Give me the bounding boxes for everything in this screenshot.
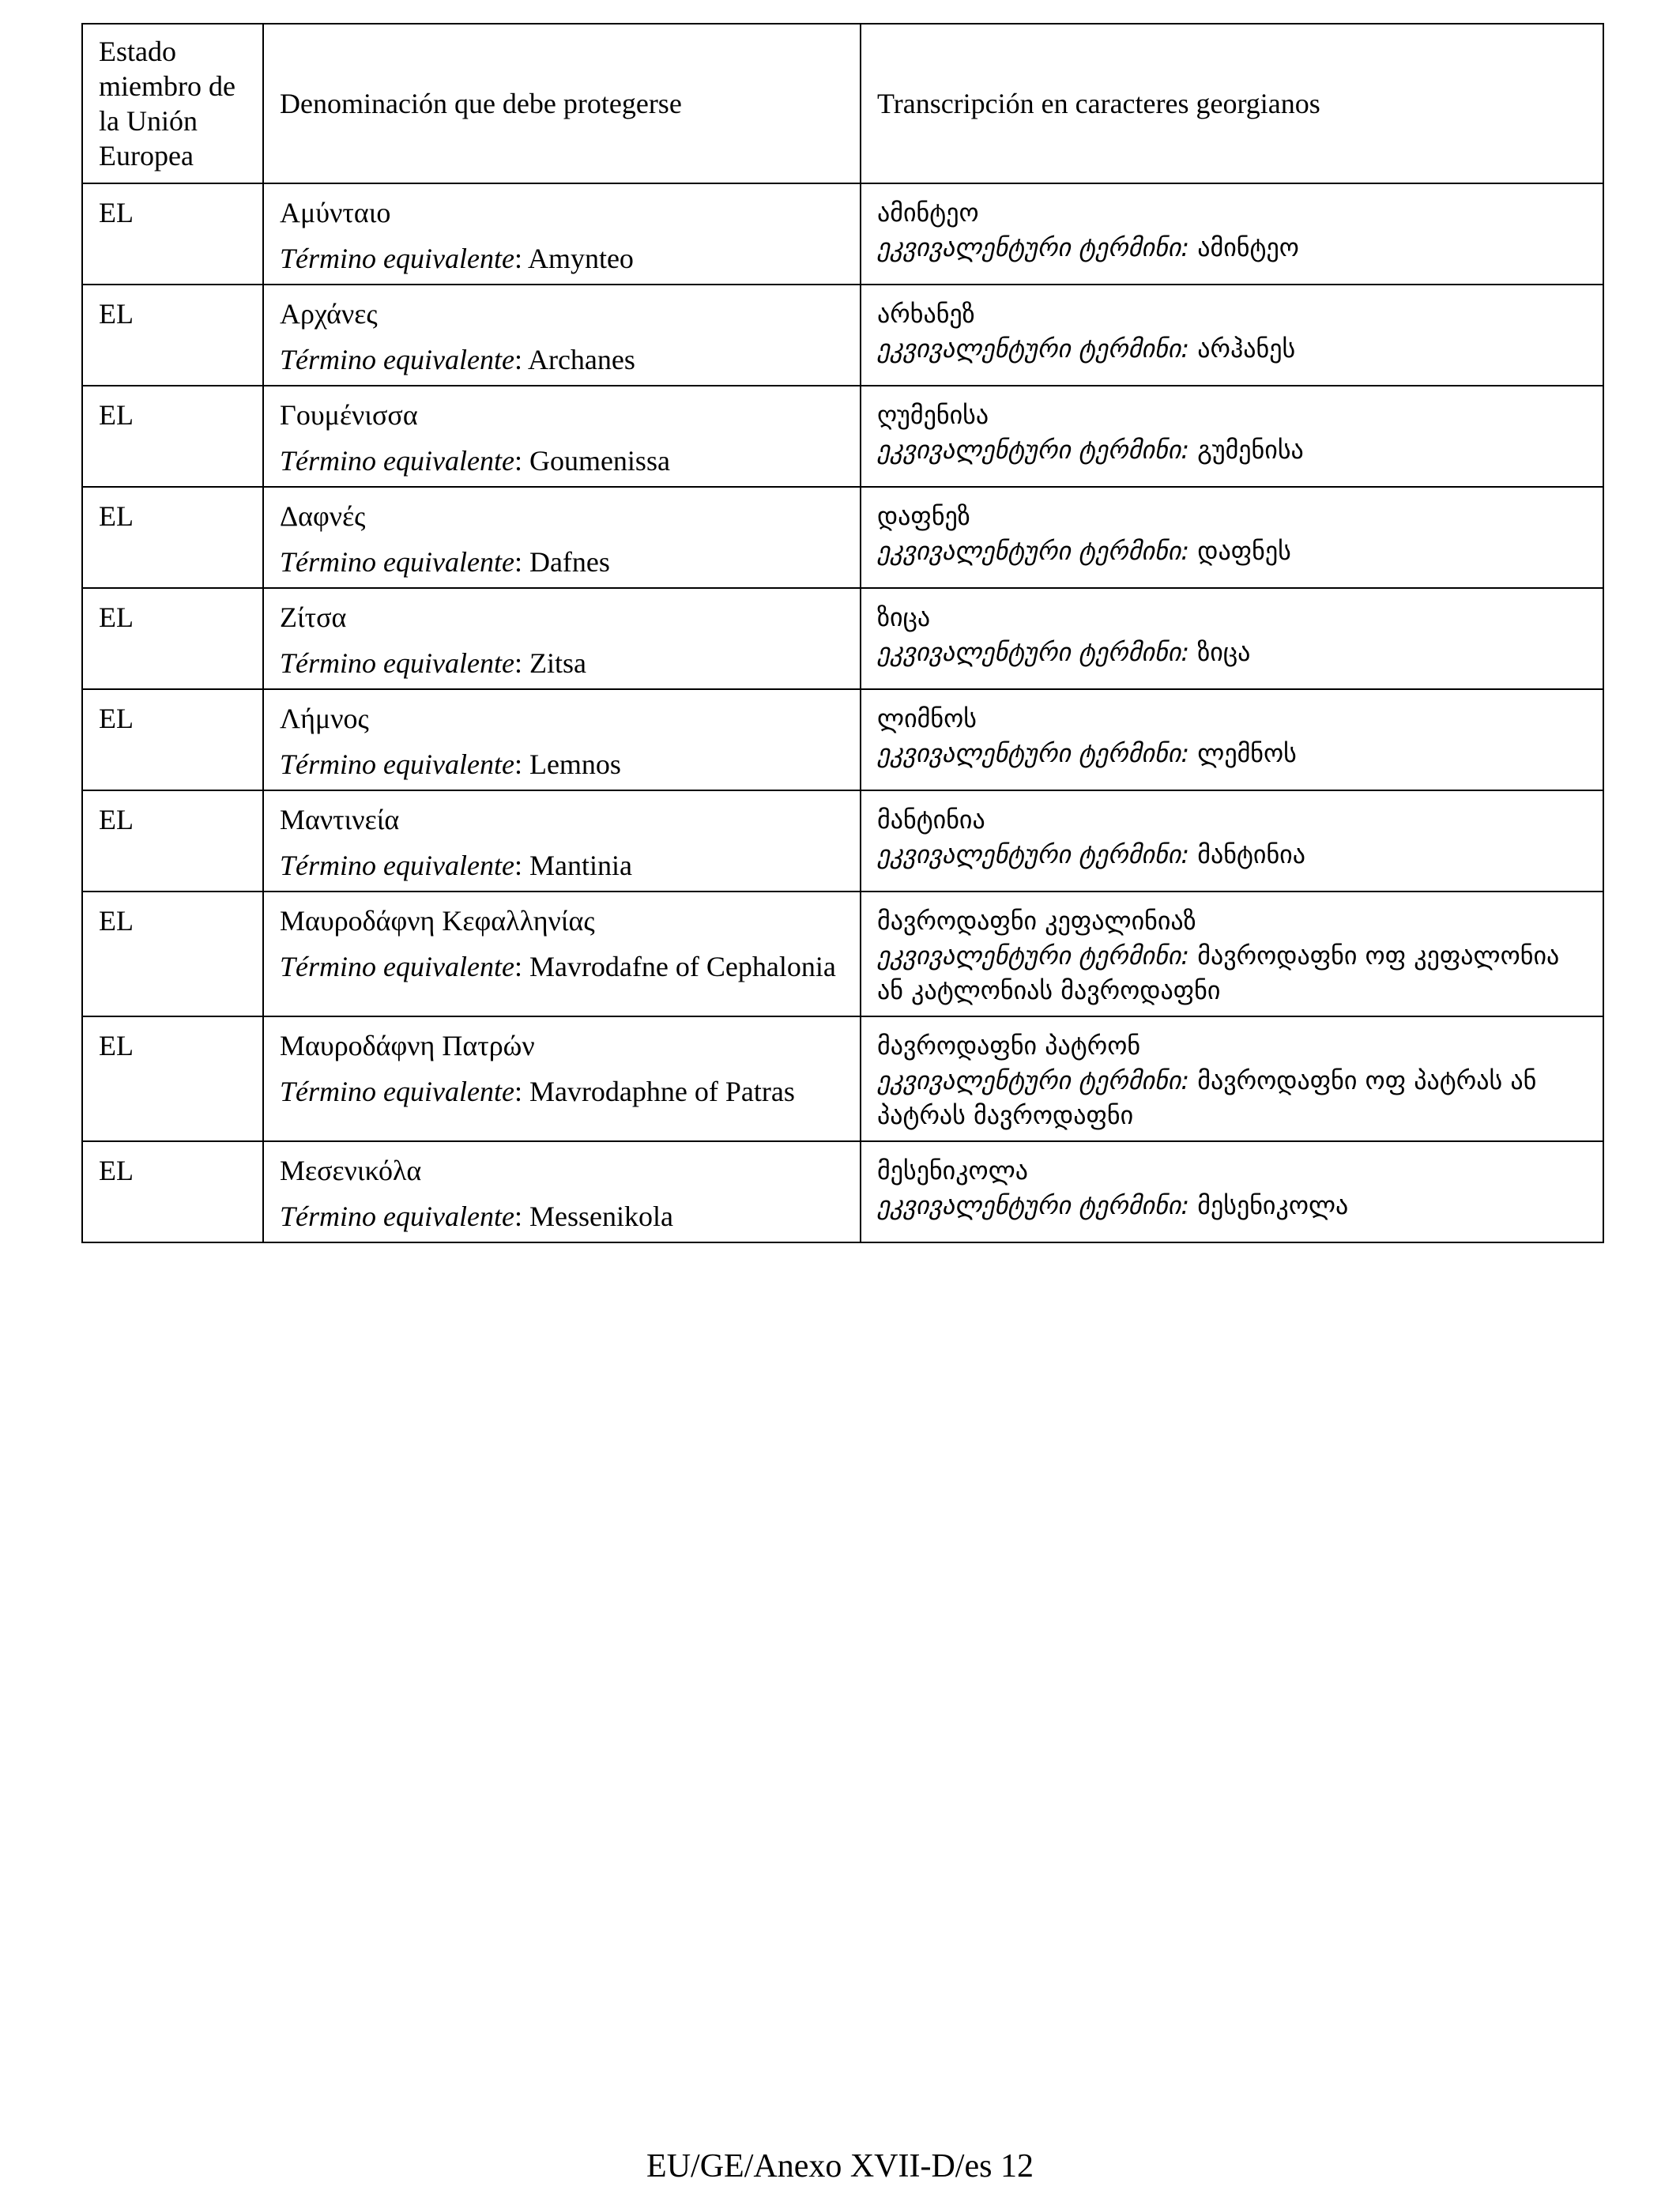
- georgian-transcription: ღუმენისა: [877, 400, 989, 430]
- equivalent-term-label: Término equivalente: [280, 748, 514, 780]
- equivalent-term-value: Messenikola: [529, 1201, 673, 1232]
- equivalent-term: Término equivalente: Dafnes: [280, 546, 610, 578]
- cell-transcription: [861, 285, 1603, 386]
- equivalent-term-value: Mantinia: [529, 850, 632, 881]
- cell-name: [263, 1141, 861, 1242]
- equivalent-term-label: Término equivalente: [280, 546, 514, 578]
- georgian-transcription: მავროდაფნი პატრონ: [877, 1031, 1141, 1061]
- georgian-transcription: დაფნეზ: [877, 501, 970, 531]
- georgian-equivalent-value: მავროდაფნი ოფ კეფალონია ან კატლონიას მავროდაფნი: [877, 941, 1560, 1005]
- equivalent-term-label: Término equivalente: [280, 243, 514, 274]
- cell-transcription: [861, 790, 1603, 892]
- georgian-transcription: ზიცა: [877, 602, 931, 632]
- equivalent-term-value: Mavrodafne of Cephalonia: [529, 951, 836, 982]
- cell-state: EL: [82, 386, 263, 487]
- georgian-transcription: მესენიკოლა: [877, 1155, 1029, 1186]
- georgian-equivalent-value: ზიცა: [1197, 637, 1251, 667]
- cell-transcription: [861, 1141, 1603, 1242]
- equivalent-term-value: Mavrodaphne of Patras: [529, 1076, 795, 1107]
- equivalent-term-label: Término equivalente: [280, 344, 514, 375]
- equivalent-term-label: Término equivalente: [280, 1076, 514, 1107]
- cell-transcription: [861, 183, 1603, 285]
- equivalent-term-value: Goumenissa: [529, 445, 670, 477]
- cell-name: [263, 1016, 861, 1141]
- table-row: [82, 386, 1603, 487]
- georgian-equivalent-value: მავროდაფნი ოფ პატრას ან პატრას მავროდაფნი: [877, 1065, 1537, 1130]
- cell-name: [263, 285, 861, 386]
- cell-transcription: [861, 386, 1603, 487]
- equivalent-term: Término equivalente: Mavrodaphne of Patras: [280, 1076, 795, 1107]
- georgian-transcription: მანტინია: [877, 805, 985, 835]
- georgian-equivalent-value: ამინტეო: [1197, 232, 1299, 262]
- georgian-transcription: არხანეზ: [877, 299, 975, 329]
- georgian-transcription: ლიმნოს: [877, 703, 977, 733]
- cell-state: EL: [82, 790, 263, 892]
- georgian-equivalent-label: ეკვივალენტური ტერმინი:: [877, 1065, 1190, 1095]
- cell-transcription: [861, 588, 1603, 689]
- georgian-transcription: ამინტეო: [877, 198, 979, 228]
- equivalent-term-label: Término equivalente: [280, 1201, 514, 1232]
- cell-state: EL: [82, 1016, 263, 1141]
- equivalent-term: Término equivalente: Messenikola: [280, 1201, 673, 1232]
- cell-state: EL: [82, 689, 263, 790]
- equivalent-term-label: Término equivalente: [280, 850, 514, 881]
- cell-state: EL: [82, 285, 263, 386]
- cell-transcription: [861, 689, 1603, 790]
- georgian-equivalent-value: ლემნოს: [1197, 738, 1297, 768]
- georgian-equivalent-label: ეკვივალენტური ტერმინი:: [877, 232, 1190, 262]
- protected-name: Δαφνές: [280, 500, 366, 532]
- protected-name: Αρχάνες: [280, 298, 378, 330]
- cell-state: EL: [82, 183, 263, 285]
- table-header-row: [82, 24, 1603, 183]
- georgian-equivalent-value: მესენიკოლა: [1197, 1190, 1349, 1220]
- cell-state: EL: [82, 588, 263, 689]
- page-footer-reference: EU/GE/Anexo XVII-D/es 12: [646, 2148, 1034, 2185]
- cell-name: [263, 689, 861, 790]
- header-transcription: Transcripción en caracteres georgianos: [861, 24, 1603, 183]
- equivalent-term-label: Término equivalente: [280, 951, 514, 982]
- equivalent-term-label: Término equivalente: [280, 445, 514, 477]
- georgian-equivalent-label: ეკვივალენტური ტერმინი:: [877, 839, 1190, 869]
- equivalent-term-value: Amynteo: [527, 243, 634, 274]
- cell-state: EL: [82, 487, 263, 588]
- georgian-equivalent-label: ეკვივალენტური ტერმინი:: [877, 941, 1190, 971]
- table-row: [82, 487, 1603, 588]
- table-row: [82, 588, 1603, 689]
- georgian-equivalent-label: ეკვივალენტური ტერმინი:: [877, 1190, 1190, 1220]
- equivalent-term: Término equivalente: Mantinia: [280, 850, 632, 881]
- cell-state: EL: [82, 892, 263, 1016]
- equivalent-term: Término equivalente: Goumenissa: [280, 445, 670, 477]
- table-row: [82, 183, 1603, 285]
- equivalent-term: Término equivalente: Amynteo: [280, 243, 634, 274]
- equivalent-term: Término equivalente: Mavrodafne of Cephalonia: [280, 951, 836, 982]
- georgian-equivalent-label: ეკვივალენტური ტერმინი:: [877, 738, 1190, 768]
- cell-name: [263, 183, 861, 285]
- table-row: [82, 285, 1603, 386]
- geographical-indications-table: [81, 23, 1604, 1243]
- cell-state: EL: [82, 1141, 263, 1242]
- protected-name: Μαυροδάφνη Πατρών: [280, 1030, 535, 1061]
- header-state: Estado miembro de la Unión Europea: [82, 24, 263, 183]
- equivalent-term: Término equivalente: Lemnos: [280, 748, 621, 780]
- cell-name: [263, 386, 861, 487]
- georgian-equivalent-value: გუმენისა: [1197, 435, 1304, 465]
- protected-name: Μαντινεία: [280, 804, 400, 835]
- cell-transcription: [861, 487, 1603, 588]
- equivalent-term-value: Archanes: [527, 344, 635, 375]
- table-body: [82, 183, 1603, 1242]
- protected-name: Λήμνος: [280, 703, 369, 734]
- equivalent-term-value: Dafnes: [529, 546, 610, 578]
- table-row: [82, 1016, 1603, 1141]
- table-row: [82, 1141, 1603, 1242]
- equivalent-term: Término equivalente: Archanes: [280, 344, 635, 375]
- equivalent-term: Término equivalente: Zitsa: [280, 647, 586, 679]
- georgian-equivalent-label: ეკვივალენტური ტერმინი:: [877, 435, 1190, 465]
- cell-transcription: [861, 1016, 1603, 1141]
- table-row: [82, 689, 1603, 790]
- table-row: [82, 892, 1603, 1016]
- cell-name: [263, 892, 861, 1016]
- georgian-equivalent-value: არჰანეს: [1197, 334, 1296, 364]
- georgian-equivalent-value: მანტინია: [1197, 839, 1305, 869]
- georgian-equivalent-label: ეკვივალენტური ტერმინი:: [877, 637, 1190, 667]
- equivalent-term-label: Término equivalente: [280, 647, 514, 679]
- cell-name: [263, 487, 861, 588]
- equivalent-term-value: Zitsa: [529, 647, 586, 679]
- cell-transcription: [861, 892, 1603, 1016]
- header-name: Denominación que debe protegerse: [263, 24, 861, 183]
- protected-name: Γουμένισσα: [280, 399, 418, 431]
- protected-name: Αμύνταιο: [280, 197, 391, 228]
- equivalent-term-value: Lemnos: [529, 748, 621, 780]
- table-row: [82, 790, 1603, 892]
- protected-name: Μαυροδάφνη Κεφαλληνίας: [280, 905, 595, 937]
- cell-name: [263, 588, 861, 689]
- georgian-equivalent-label: ეკვივალენტური ტერმინი:: [877, 334, 1190, 364]
- georgian-equivalent-label: ეკვივალენტური ტერმინი:: [877, 536, 1190, 566]
- cell-name: [263, 790, 861, 892]
- protected-name: Μεσενικόλα: [280, 1155, 422, 1186]
- georgian-equivalent-value: დაფნეს: [1197, 536, 1291, 566]
- protected-name: Ζίτσα: [280, 601, 347, 633]
- georgian-transcription: მავროდაფნი კეფალინიაზ: [877, 906, 1196, 936]
